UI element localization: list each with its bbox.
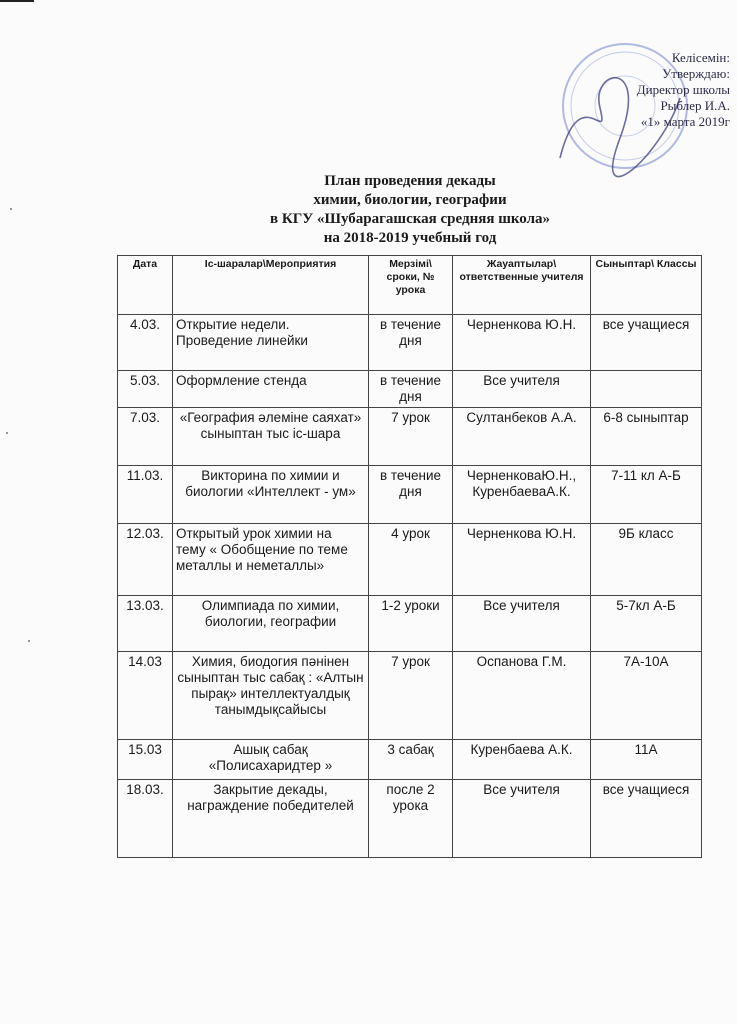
cell-responsible: ЧерненковаЮ.Н., КуренбаеваА.К. (453, 466, 591, 524)
cell-date: 18.03. (118, 780, 173, 858)
title-line: химии, биологии, географии (313, 192, 507, 208)
cell-date: 15.03 (118, 740, 173, 780)
table-row (118, 466, 702, 524)
cell-classes: 7А-10А (591, 652, 702, 740)
cell-classes: 6-8 сыныптар (591, 408, 702, 466)
cell-date: 14.03 (118, 652, 173, 740)
cell-event: Ашық сабақ «Полисахаридтер » (173, 740, 369, 780)
cell-event: Химия, биодогия пәнінен сыныптан тыс сабақ : «Алтын пырақ» интеллектуалдық танымдықсайысы (173, 652, 369, 740)
approval-line: Рыблер И.А. (660, 98, 730, 113)
header-event: Іс-шаралар\Мероприятия (173, 256, 369, 315)
cell-event: Открытый урок химии на тему « Обобщение по теме металлы и неметаллы» (173, 524, 369, 596)
table-row (118, 408, 702, 466)
cell-classes: все учащиеся (591, 315, 702, 371)
header-date: Дата (118, 256, 173, 315)
scan-speck (28, 640, 30, 642)
table-row (118, 652, 702, 740)
cell-term: 3 сабақ (369, 740, 453, 780)
header-responsible: Жауаптылар\ ответственные учителя (453, 256, 591, 315)
scan-edge-mark (0, 0, 34, 2)
cell-classes: 9Б класс (591, 524, 702, 596)
cell-term: после 2 урока (369, 780, 453, 858)
cell-classes (591, 371, 702, 408)
table-row (118, 740, 702, 780)
approval-line: Утверждаю: (662, 66, 730, 81)
header-term: Мерзімі\ сроки, № урока (369, 256, 453, 315)
cell-term: в течение дня (369, 466, 453, 524)
table-row (118, 371, 702, 408)
cell-responsible: Черненкова Ю.Н. (453, 524, 591, 596)
cell-date: 4.03. (118, 315, 173, 371)
cell-event: Закрытие декады, награждение победителей (173, 780, 369, 858)
title-line: на 2018-2019 учебный год (323, 230, 497, 246)
scan-speck (6, 432, 8, 434)
cell-event: Оформление стенда (173, 371, 369, 408)
cell-date: 7.03. (118, 408, 173, 466)
cell-responsible: Все учителя (453, 780, 591, 858)
cell-event: Олимпиада по химии, биологии, географии (173, 596, 369, 652)
cell-event: Викторина по химии и биологии «Интеллект - ум» (173, 466, 369, 524)
scan-speck (10, 208, 12, 210)
cell-responsible: Все учителя (453, 371, 591, 408)
cell-term: 7 урок (369, 408, 453, 466)
cell-term: 1-2 уроки (369, 596, 453, 652)
approval-block (560, 50, 730, 130)
cell-term: 7 урок (369, 652, 453, 740)
cell-event: «География әлеміне саяхат» сыныптан тыс іс-шара (173, 408, 369, 466)
table-row (118, 524, 702, 596)
approval-line: «1» марта 2019г (640, 114, 730, 129)
cell-term: в течение дня (369, 315, 453, 371)
cell-responsible: Все учителя (453, 596, 591, 652)
cell-date: 5.03. (118, 371, 173, 408)
header-classes: Сыныптар\ Классы (591, 256, 702, 315)
cell-responsible: Куренбаева А.К. (453, 740, 591, 780)
approval-line: Директор школы (636, 82, 730, 97)
cell-responsible: Султанбеков А.А. (453, 408, 591, 466)
cell-classes: 7-11 кл А-Б (591, 466, 702, 524)
cell-classes: все учащиеся (591, 780, 702, 858)
table-row (118, 780, 702, 858)
table-row (118, 315, 702, 371)
cell-classes: 11А (591, 740, 702, 780)
cell-date: 11.03. (118, 466, 173, 524)
approval-line: Келісемін: (671, 50, 730, 65)
cell-date: 12.03. (118, 524, 173, 596)
cell-responsible: Черненкова Ю.Н. (453, 315, 591, 371)
cell-date: 13.03. (118, 596, 173, 652)
table-header-row (118, 256, 702, 315)
document-title (200, 172, 620, 248)
events-table (117, 255, 702, 858)
table-row (118, 596, 702, 652)
title-line: План проведения декады (324, 173, 496, 189)
cell-responsible: Оспанова Г.М. (453, 652, 591, 740)
cell-classes: 5-7кл А-Б (591, 596, 702, 652)
title-line: в КГУ «Шубарагашская средняя школа» (269, 211, 551, 227)
cell-term: 4 урок (369, 524, 453, 596)
cell-event: Открытие недели. Проведение линейки (173, 315, 369, 371)
cell-term: в течение дня (369, 371, 453, 408)
